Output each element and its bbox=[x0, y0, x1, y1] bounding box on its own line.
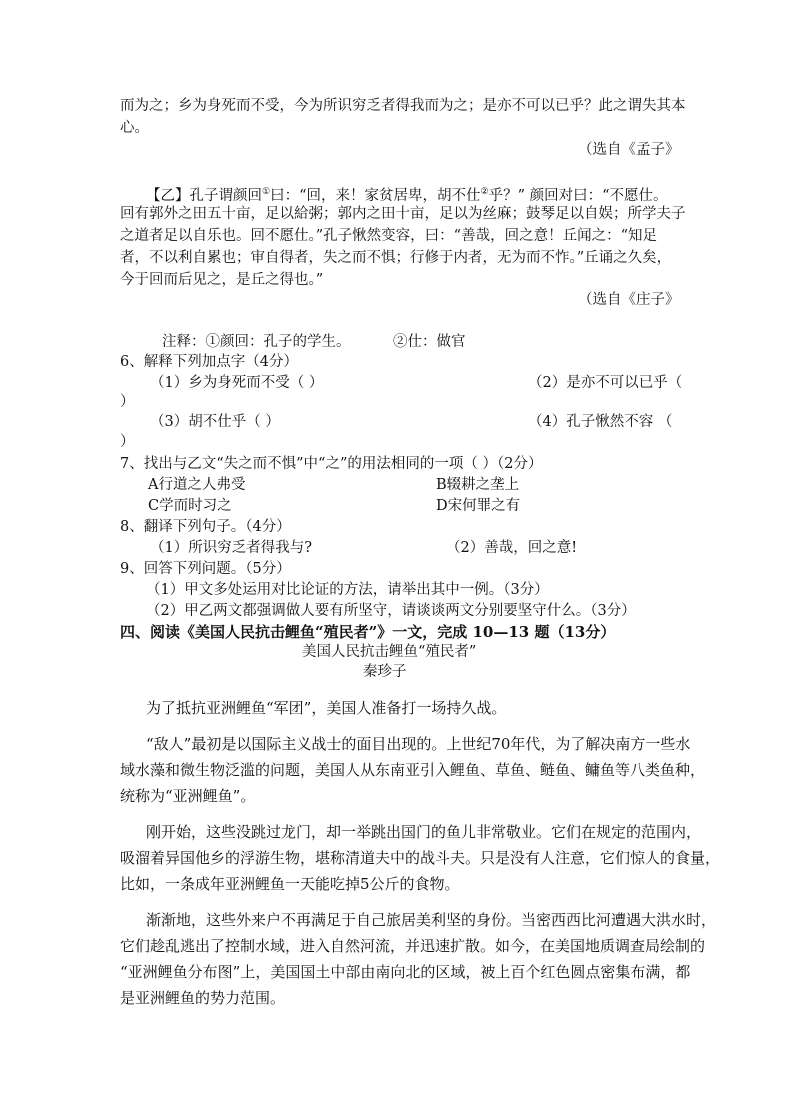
q8-item-1: （1）所识穷乏者得我与? bbox=[150, 540, 312, 556]
passage-a-line-1: 而为之；乡为身死而不受，今为所识穷乏者得我而为之；是亦不可以已乎？此之谓失其本 bbox=[120, 98, 686, 114]
article-title: 美国人民抗击鲤鱼“殖民者” bbox=[302, 644, 477, 660]
article-author: 秦珍子 bbox=[363, 664, 407, 680]
paragraph-2-line-2: 域水藻和微生物泛滥的问题，美国人从东南亚引入鲤鱼、草鱼、鲢鱼、鳙鱼等八类鱼种， bbox=[120, 761, 706, 779]
notes-label: 注释： bbox=[162, 334, 206, 350]
section-4-heading: 四、阅读《美国人民抗击鲤鱼“殖民者”》一文，完成 10—13 题（13分） bbox=[120, 623, 616, 641]
paragraph-3-line-1: 刚开始，这些没跳过龙门，却一举跳出国门的鱼儿非常敬业。它们在规定的范围内， bbox=[146, 823, 702, 841]
note-2: ②仕：做官 bbox=[393, 334, 466, 350]
paragraph-3-line-3: 比如，一条成年亚洲鲤鱼一天能吃掉5公斤的食物。 bbox=[120, 875, 460, 893]
q6-item-4-cont: ） bbox=[120, 434, 135, 450]
notes-line bbox=[162, 332, 351, 352]
paragraph-4-line-2: 它们趁乱逃出了控制水域，进入自然河流，并迅速扩散。如今，在美国地质调查局绘制的 bbox=[120, 937, 706, 955]
passage-a-line-2: 心。 bbox=[120, 120, 149, 136]
paragraph-3-line-2: 吸溜着异国他乡的浮游生物，堪称清道夫中的战斗夫。只是没有人注意，它们惊人的食量， bbox=[120, 849, 721, 867]
q9-item-2: （2）甲乙两文都强调做人要有所坚守，请谈谈两文分别要坚守什么。（3分） bbox=[146, 603, 636, 619]
q6-title: 6、解释下列加点字（4分） bbox=[120, 354, 298, 370]
q6-item-2: （2）是亦不可以已乎（ bbox=[528, 375, 683, 391]
paragraph-4-line-3: “亚洲鲤鱼分布图”上，美国国土中部由南向北的区域，被上百个红色圆点密集布满，都 bbox=[120, 963, 691, 981]
q6-item-1: （1）乡为身死而不受（ ） bbox=[150, 375, 324, 391]
paragraph-1: 为了抵抗亚洲鲤鱼“军团”，美国人准备打一场持久战。 bbox=[146, 699, 507, 717]
q9-item-1: （1）甲文多处运用对比论证的方法，请举出其中一例。（3分） bbox=[146, 582, 549, 598]
passage-b-line-4: 者，不以利自累也；审自得者，失之而不惧；行修于内者，无为而不怍。”丘诵之久矣， bbox=[120, 250, 672, 266]
footnote-marker-1: ① bbox=[262, 187, 271, 197]
passage-b-line-1a: 【乙】孔子谓颜回 bbox=[146, 187, 262, 204]
paragraph-4-line-1: 渐渐地，这些外来户不再满足于自己旅居美利坚的身份。当密西西比河遭遇大洪水时， bbox=[146, 911, 717, 929]
paragraph-4-line-4: 是亚洲鲤鱼的势力范围。 bbox=[120, 989, 286, 1007]
q6-item-4: （4）孔子愀然不容 （ bbox=[528, 414, 673, 430]
footnote-marker-2: ② bbox=[480, 187, 489, 197]
q9-title: 9、回答下列问题。（5分） bbox=[120, 561, 291, 577]
passage-b-line-3: 之道者足以自乐也。回不愿仕。”孔子愀然变容，曰：“善哉，回之意！丘闻之：“知足 bbox=[120, 228, 657, 244]
q6-item-2-cont: ） bbox=[120, 394, 135, 410]
note-1: ①颜回：孔子的学生。 bbox=[205, 334, 351, 350]
passage-a-source: （选自《孟子》 bbox=[578, 142, 680, 158]
passage-b-line-1b: 曰：“回，来！家贫居卑，胡不仕 bbox=[270, 187, 481, 204]
passage-b-line-2: 回有郭外之田五十亩，足以給粥；郭内之田十亩，足以为丝麻；鼓琴足以自娱；所学夫子 bbox=[120, 206, 686, 222]
q7-option-b: B辍耕之垄上 bbox=[436, 477, 520, 493]
q7-option-d: D宋何罪之有 bbox=[436, 498, 521, 514]
paragraph-2-line-3: 统称为“亚洲鲤鱼”。 bbox=[120, 787, 256, 805]
passage-b-line-1 bbox=[146, 182, 668, 206]
passage-b-line-5: 今于回而后见之，是丘之得也。” bbox=[120, 272, 324, 288]
q8-item-2: （2）善哉，回之意! bbox=[446, 540, 578, 556]
passage-b-line-1c: 乎？” 颜回对曰：“不愿仕。 bbox=[488, 187, 668, 204]
paragraph-2-line-1: “敌人”最初是以国际主义战士的面目出现的。上世纪70年代，为了解决南方一些水 bbox=[146, 735, 691, 753]
passage-b-source: （选自《庄子》 bbox=[578, 292, 680, 308]
q8-title: 8、翻译下列句子。（4分） bbox=[120, 519, 291, 535]
q6-item-3: （3）胡不仕乎（ ） bbox=[150, 414, 280, 430]
q7-option-c: C学而时习之 bbox=[148, 498, 232, 514]
q7-title: 7、找出与乙文“失之而不惧”中“之”的用法相同的一项（ ）（2分） bbox=[120, 456, 543, 472]
q7-option-a: A行道之人弗受 bbox=[148, 477, 246, 493]
